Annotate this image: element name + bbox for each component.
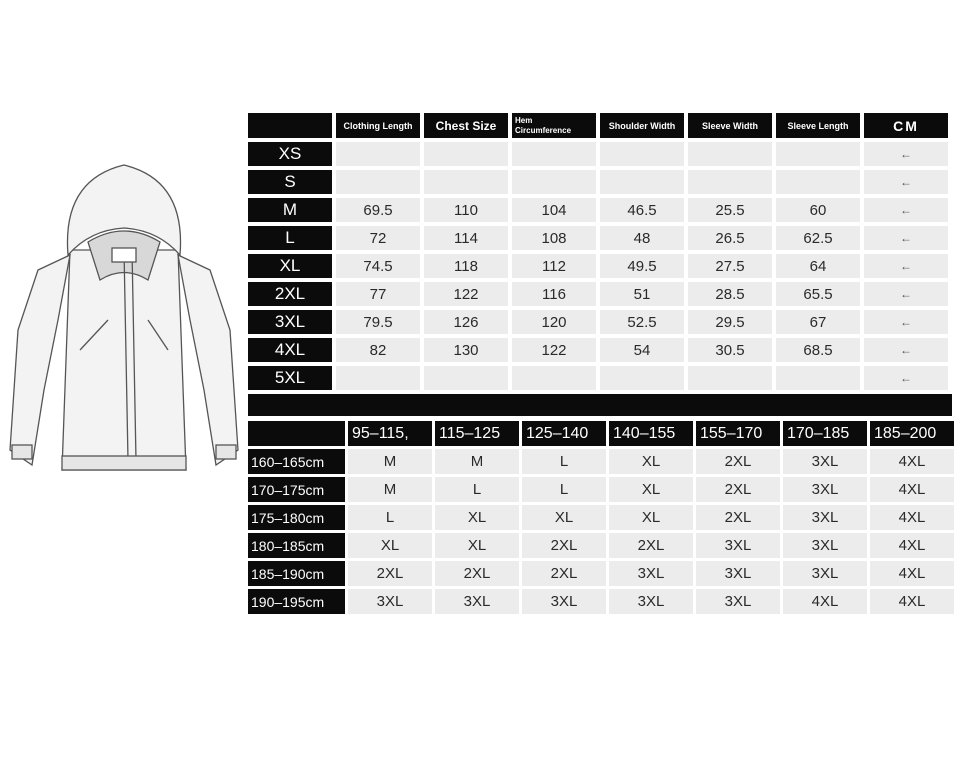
measurement-cell <box>512 142 596 166</box>
recommended-size-cell: XL <box>435 505 519 530</box>
recommended-size-cell: 2XL <box>522 533 606 558</box>
measurement-row <box>248 338 952 362</box>
unit-arrow-cell: ← <box>864 366 948 390</box>
recommended-size-cell: 3XL <box>696 589 780 614</box>
measurement-cell: 104 <box>512 198 596 222</box>
recommended-size-cell: L <box>522 449 606 474</box>
header-hem-line2: Circumference <box>515 125 572 135</box>
measurement-cell: 25.5 <box>688 198 772 222</box>
measurement-row <box>248 366 952 390</box>
recommended-size-cell: 3XL <box>783 449 867 474</box>
recommended-size-cell: 3XL <box>609 561 693 586</box>
unit-arrow-cell: ← <box>864 310 948 334</box>
measurement-cell: 26.5 <box>688 226 772 250</box>
measurement-cell <box>336 366 420 390</box>
recommended-size-cell: 4XL <box>870 533 954 558</box>
fit-chart-row <box>248 533 952 558</box>
recommended-size-cell: 2XL <box>696 505 780 530</box>
jacket-illustration <box>8 160 240 475</box>
recommended-size-cell: 3XL <box>696 533 780 558</box>
height-label: 180–185cm <box>248 533 345 558</box>
size-label: XL <box>248 254 332 278</box>
measurement-cell: 116 <box>512 282 596 306</box>
header-unit-cm: CM <box>864 113 948 138</box>
recommended-size-cell: 3XL <box>783 505 867 530</box>
header-hem-circumference <box>512 113 596 138</box>
recommended-size-cell: 4XL <box>870 505 954 530</box>
height-label: 175–180cm <box>248 505 345 530</box>
measurement-cell <box>688 366 772 390</box>
measurement-cell <box>776 142 860 166</box>
measurement-cell: 64 <box>776 254 860 278</box>
measurement-cell: 120 <box>512 310 596 334</box>
measurement-cell: 82 <box>336 338 420 362</box>
measurement-cell: 79.5 <box>336 310 420 334</box>
measurement-cell: 65.5 <box>776 282 860 306</box>
measurement-cell: 114 <box>424 226 508 250</box>
measurement-cell: 67 <box>776 310 860 334</box>
measurement-cell: 122 <box>424 282 508 306</box>
measurement-cell: 77 <box>336 282 420 306</box>
recommended-size-cell: 4XL <box>870 589 954 614</box>
recommended-size-cell: 3XL <box>783 533 867 558</box>
recommended-size-cell: 4XL <box>870 477 954 502</box>
weight-header: 140–155 <box>609 421 693 446</box>
recommended-size-cell: 4XL <box>870 449 954 474</box>
size-label: L <box>248 226 332 250</box>
header-sleeve-length: Sleeve Length <box>776 113 860 138</box>
header-hem-line1: Hem <box>515 115 533 125</box>
measurement-cell <box>424 142 508 166</box>
measurement-cell <box>776 170 860 194</box>
size-label: 4XL <box>248 338 332 362</box>
fit-chart-row <box>248 561 952 586</box>
recommended-size-cell: 3XL <box>522 589 606 614</box>
recommended-size-cell: 2XL <box>522 561 606 586</box>
measurement-header-row <box>248 113 952 138</box>
measurement-row <box>248 310 952 334</box>
size-label: M <box>248 198 332 222</box>
measurement-cell <box>424 170 508 194</box>
measurement-cell: 118 <box>424 254 508 278</box>
recommended-size-cell: M <box>348 477 432 502</box>
measurement-cell: 46.5 <box>600 198 684 222</box>
recommended-size-cell: M <box>435 449 519 474</box>
fit-chart-row <box>248 589 952 614</box>
recommended-size-cell: M <box>348 449 432 474</box>
measurement-cell: 60 <box>776 198 860 222</box>
measurement-row <box>248 198 952 222</box>
measurement-row <box>248 282 952 306</box>
recommended-size-cell: L <box>522 477 606 502</box>
measurement-cell: 49.5 <box>600 254 684 278</box>
measurement-cell: 130 <box>424 338 508 362</box>
recommended-size-cell: L <box>435 477 519 502</box>
measurement-cell <box>424 366 508 390</box>
recommended-size-cell: 3XL <box>348 589 432 614</box>
unit-arrow-cell: ← <box>864 254 948 278</box>
measurement-cell: 48 <box>600 226 684 250</box>
recommended-size-cell: XL <box>435 533 519 558</box>
measurement-cell: 28.5 <box>688 282 772 306</box>
header-chest-size: Chest Size <box>424 113 508 138</box>
weight-header: 155–170 <box>696 421 780 446</box>
height-label: 160–165cm <box>248 449 345 474</box>
corner-cell <box>248 113 332 138</box>
measurement-cell: 74.5 <box>336 254 420 278</box>
fit-chart-row <box>248 449 952 474</box>
measurement-cell: 122 <box>512 338 596 362</box>
measurement-cell: 110 <box>424 198 508 222</box>
measurement-cell: 68.5 <box>776 338 860 362</box>
weight-header: 185–200 <box>870 421 954 446</box>
unit-arrow-cell: ← <box>864 338 948 362</box>
recommended-size-cell: 4XL <box>783 589 867 614</box>
recommended-size-cell: L <box>348 505 432 530</box>
recommended-size-cell: 2XL <box>609 533 693 558</box>
recommended-size-cell: 3XL <box>783 561 867 586</box>
measurement-cell <box>600 170 684 194</box>
measurement-cell <box>600 142 684 166</box>
measurement-cell <box>336 142 420 166</box>
weight-header: 95–115, <box>348 421 432 446</box>
height-label: 190–195cm <box>248 589 345 614</box>
measurement-cell <box>600 366 684 390</box>
measurement-cell: 112 <box>512 254 596 278</box>
weight-header: 170–185 <box>783 421 867 446</box>
recommended-size-cell: 3XL <box>696 561 780 586</box>
weight-header: 115–125 <box>435 421 519 446</box>
unit-arrow-cell: ← <box>864 198 948 222</box>
recommended-size-cell: 3XL <box>609 589 693 614</box>
fit-chart-row <box>248 477 952 502</box>
recommended-size-cell: XL <box>609 449 693 474</box>
unit-arrow-cell: ← <box>864 142 948 166</box>
measurement-row <box>248 142 952 166</box>
measurement-cell <box>688 142 772 166</box>
measurement-cell: 27.5 <box>688 254 772 278</box>
size-label: 3XL <box>248 310 332 334</box>
recommended-size-cell: XL <box>609 477 693 502</box>
measurement-row <box>248 170 952 194</box>
fit-chart-header-row <box>248 421 952 446</box>
height-label: 170–175cm <box>248 477 345 502</box>
measurement-cell: 72 <box>336 226 420 250</box>
size-label: 5XL <box>248 366 332 390</box>
unit-arrow-cell: ← <box>864 282 948 306</box>
header-clothing-length: Clothing Length <box>336 113 420 138</box>
recommended-size-cell: XL <box>609 505 693 530</box>
weight-header: 125–140 <box>522 421 606 446</box>
measurement-cell <box>688 170 772 194</box>
recommended-size-cell: 3XL <box>783 477 867 502</box>
measurement-cell: 69.5 <box>336 198 420 222</box>
measurement-cell: 108 <box>512 226 596 250</box>
measurement-cell: 126 <box>424 310 508 334</box>
measurement-row <box>248 254 952 278</box>
measurement-cell <box>512 170 596 194</box>
measurement-cell <box>512 366 596 390</box>
size-label: S <box>248 170 332 194</box>
measurement-cell: 52.5 <box>600 310 684 334</box>
unit-arrow-cell: ← <box>864 170 948 194</box>
header-sleeve-width: Sleeve Width <box>688 113 772 138</box>
height-label: 185–190cm <box>248 561 345 586</box>
fit-corner-cell <box>248 421 345 446</box>
fit-chart-row <box>248 505 952 530</box>
recommended-size-cell: 2XL <box>348 561 432 586</box>
recommended-size-cell: XL <box>348 533 432 558</box>
measurement-cell: 30.5 <box>688 338 772 362</box>
measurement-cell: 51 <box>600 282 684 306</box>
measurement-cell: 54 <box>600 338 684 362</box>
measurement-table <box>248 113 952 394</box>
recommended-size-cell: 2XL <box>696 477 780 502</box>
measurement-cell <box>776 366 860 390</box>
section-divider <box>248 394 952 416</box>
recommended-size-cell: 4XL <box>870 561 954 586</box>
recommended-size-cell: XL <box>522 505 606 530</box>
size-label: 2XL <box>248 282 332 306</box>
unit-arrow-cell: ← <box>864 226 948 250</box>
measurement-cell <box>336 170 420 194</box>
size-label: XS <box>248 142 332 166</box>
recommended-size-cell: 2XL <box>435 561 519 586</box>
header-shoulder-width: Shoulder Width <box>600 113 684 138</box>
recommended-size-cell: 3XL <box>435 589 519 614</box>
measurement-cell: 62.5 <box>776 226 860 250</box>
recommended-size-cell: 2XL <box>696 449 780 474</box>
fit-chart-table <box>248 421 952 617</box>
measurement-row <box>248 226 952 250</box>
measurement-cell: 29.5 <box>688 310 772 334</box>
